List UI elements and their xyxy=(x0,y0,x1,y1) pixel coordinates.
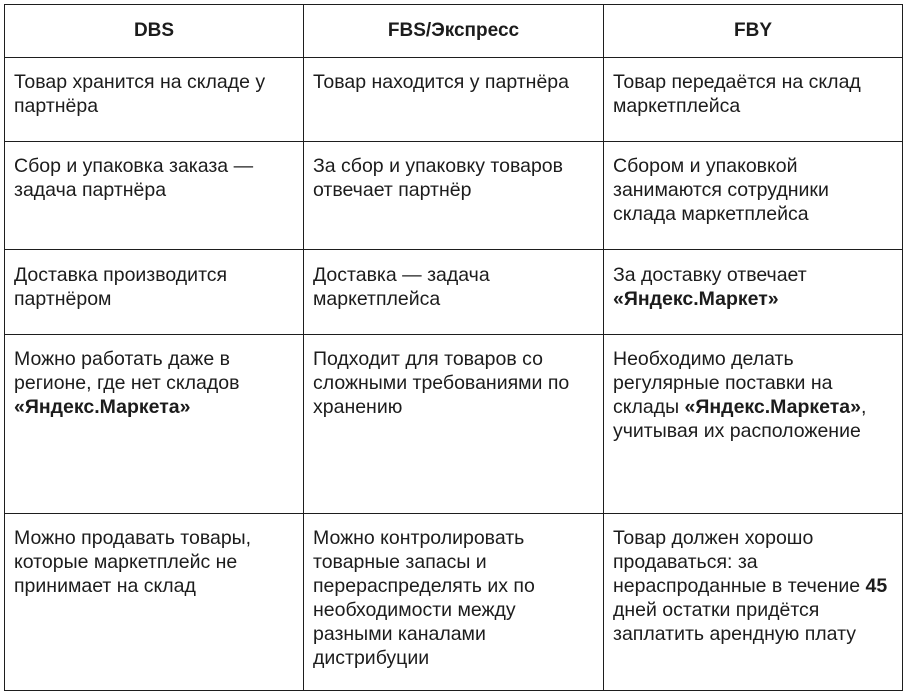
table-row xyxy=(5,58,903,142)
table-cell xyxy=(604,142,903,250)
table-row xyxy=(5,142,903,250)
cell-text: Сбор и упаковка заказа — задача партнёра xyxy=(14,155,254,201)
cell-text: Товар находится у партнёра xyxy=(313,71,569,93)
table-cell xyxy=(304,58,604,142)
cell-bold-text: «Яндекс.Маркета» xyxy=(684,396,861,418)
table-cell xyxy=(304,142,604,250)
table-cell xyxy=(304,514,604,691)
cell-text: Необходимо делать регулярные поставки на склады xyxy=(613,348,833,418)
table-cell xyxy=(604,335,903,514)
table-cell xyxy=(5,250,304,335)
table-cell xyxy=(304,335,604,514)
cell-text: Товар хранится на складе у партнёра xyxy=(14,71,266,117)
table-cell xyxy=(604,58,903,142)
table-cell xyxy=(5,514,304,691)
header-fby: FBY xyxy=(604,5,903,58)
cell-text: Доставка — задача маркетплейса xyxy=(313,264,490,310)
table-cell xyxy=(304,250,604,335)
table-row xyxy=(5,335,903,514)
cell-bold-text: «Яндекс.Маркет» xyxy=(613,288,779,310)
header-row xyxy=(5,5,903,58)
cell-text-after: , учитывая их расположение xyxy=(613,396,867,442)
table-header xyxy=(5,5,903,58)
cell-text: Можно контролировать товарные запасы и перераспределять их по необходимости между разными каналами дистрибуции xyxy=(313,527,535,669)
cell-text: За сбор и упаковку товаров отвечает партнёр xyxy=(313,155,563,201)
table-body xyxy=(5,58,903,691)
cell-bold-text: «Яндекс.Маркета» xyxy=(14,396,191,418)
table-cell xyxy=(5,58,304,142)
cell-text: Сбором и упаковкой занимаются сотрудники склада маркетплейса xyxy=(613,155,829,225)
cell-text: Товар передаётся на склад маркетплейса xyxy=(613,71,861,117)
cell-text: Можно работать даже в регионе, где нет складов xyxy=(14,348,240,394)
cell-text: Доставка производится партнёром xyxy=(14,264,228,310)
table-row xyxy=(5,250,903,335)
cell-text-after: дней остатки придётся заплатить арендную плату xyxy=(613,599,856,645)
table-cell xyxy=(5,335,304,514)
table-row xyxy=(5,514,903,691)
table-cell xyxy=(604,514,903,691)
cell-text: Можно продавать товары, которые маркетплейс не принимает на склад xyxy=(14,527,252,597)
cell-bold-text: 45 xyxy=(865,575,888,597)
comparison-table xyxy=(4,4,903,691)
header-dbs: DBS xyxy=(5,5,304,58)
table-cell xyxy=(5,142,304,250)
cell-text: За доставку отвечает xyxy=(613,264,807,286)
cell-text: Товар должен хорошо продаваться: за нераспроданные в течение xyxy=(613,527,866,597)
table-cell xyxy=(604,250,903,335)
cell-text: Подходит для товаров со сложными требованиями по хранению xyxy=(313,348,570,418)
header-fbs-express: FBS/Экспресс xyxy=(304,5,604,58)
